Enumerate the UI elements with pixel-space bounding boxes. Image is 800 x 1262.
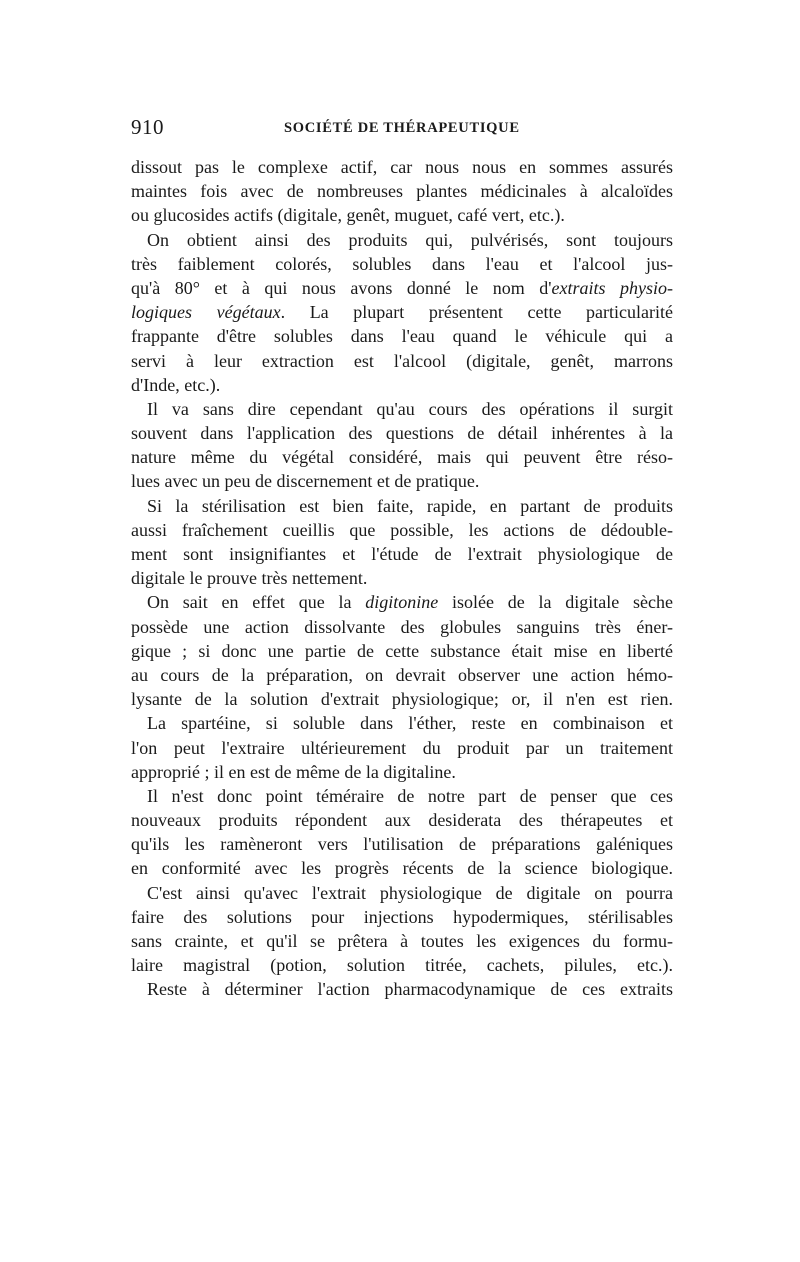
text-line: aussi fraîchement cueillis que possible, les actions de dédouble- [131, 519, 673, 540]
text-line: ment sont insignifiantes et l'étude de l'extrait physiologique de [131, 544, 673, 564]
text-line: qu'ils les ramèneront vers l'utilisation de préparations galéniques [131, 834, 673, 855]
text-line: en conformité avec les progrès récents de la science biologique. [131, 858, 673, 879]
text-line: maintes fois avec de nombreuses plantes médicinales à alcaloïdes [131, 181, 673, 202]
text-line: dissout pas le complexe actif, car nous nous en sommes assurés [131, 157, 673, 177]
text-line: lues avec un peu de discernement et de pratique. [131, 471, 480, 492]
italic-term: extraits physio- [551, 277, 674, 298]
text-line: d'Inde, etc.). [131, 374, 221, 395]
paragraph-3 [131, 397, 673, 494]
paragraph-5 [131, 590, 673, 711]
text-line: La spartéine, si soluble dans l'éther, reste en combinaison et [147, 713, 673, 734]
text-line: servi à leur extraction est l'alcool (digitale, genêt, marrons [131, 350, 673, 371]
text-line: Il va sans dire cependant qu'au cours des opérations il surgit [147, 398, 673, 419]
text-line: lysante de la solution d'extrait physiologique; or, il n'en est rien. [131, 689, 673, 710]
paragraph-2 [131, 228, 673, 397]
text-segment: isolée de la digitale sèche [438, 592, 674, 613]
text-line: Si la stérilisation est bien faite, rapide, en partant de produits [147, 495, 673, 516]
text-line: Reste à déterminer l'action pharmacodynamique de ces extraits [147, 979, 673, 1000]
text-line: approprié ; il en est de même de la digitaline. [131, 761, 456, 782]
text-line [131, 276, 673, 300]
text-segment: qu'à 80° et à qui nous avons donné le nom d' [131, 277, 552, 298]
text-line: ou glucosides actifs (digitale, genêt, muguet, café vert, etc.). [131, 205, 565, 226]
text-line: gique ; si donc une partie de cette substance était mise en liberté [131, 640, 673, 661]
text-line: nature même du végétal considéré, mais qui peuvent être réso- [131, 447, 673, 468]
text-line: l'on peut l'extraire ultérieurement du produit par un traitement [131, 737, 673, 758]
text-line: au cours de la préparation, on devrait observer une action hémo- [131, 664, 673, 685]
text-line: digitale le prouve très nettement. [131, 568, 368, 589]
text-line: très faiblement colorés, solubles dans l'eau et l'alcool jus- [131, 253, 673, 274]
text-line: On obtient ainsi des produits qui, pulvérisés, sont toujours [147, 229, 673, 250]
text-line: frappante d'être solubles dans l'eau quand le véhicule qui a [131, 326, 673, 347]
text-line: sans crainte, et qu'il se prêtera à toutes les exigences du formu- [131, 931, 673, 951]
paragraph-6 [131, 711, 673, 784]
text-line: nouveaux produits répondent aux desiderata des thérapeutes et [131, 810, 673, 831]
text-line: C'est ainsi qu'avec l'extrait physiologique de digitale on pourra [147, 882, 673, 903]
paragraph-1 [131, 155, 673, 228]
paragraph-8 [131, 881, 673, 978]
page-header [131, 112, 671, 142]
body-text [131, 155, 673, 1002]
text-line: Il n'est donc point téméraire de notre part de penser que ces [147, 785, 673, 806]
text-segment: . La plupart présentent cette particularité [280, 302, 673, 323]
text-line [131, 590, 673, 614]
text-segment: On sait en effet que la [147, 592, 366, 613]
page-number: 910 [131, 115, 164, 139]
text-line: possède une action dissolvante des globules sanguins très éner- [131, 616, 673, 637]
text-line: faire des solutions pour injections hypodermiques, stérilisables [131, 906, 673, 927]
text-line: souvent dans l'application des questions de détail inhérentes à la [131, 423, 673, 444]
italic-term: digitonine [365, 592, 439, 613]
text-line [131, 300, 673, 324]
paragraph-9 [131, 977, 673, 1001]
paragraph-4 [131, 494, 673, 591]
running-title: SOCIÉTÉ DE THÉRAPEUTIQUE [284, 120, 520, 136]
italic-term: logiques végétaux [131, 302, 281, 323]
text-line: laire magistral (potion, solution titrée, cachets, pilules, etc.). [131, 955, 673, 976]
paragraph-7 [131, 784, 673, 881]
